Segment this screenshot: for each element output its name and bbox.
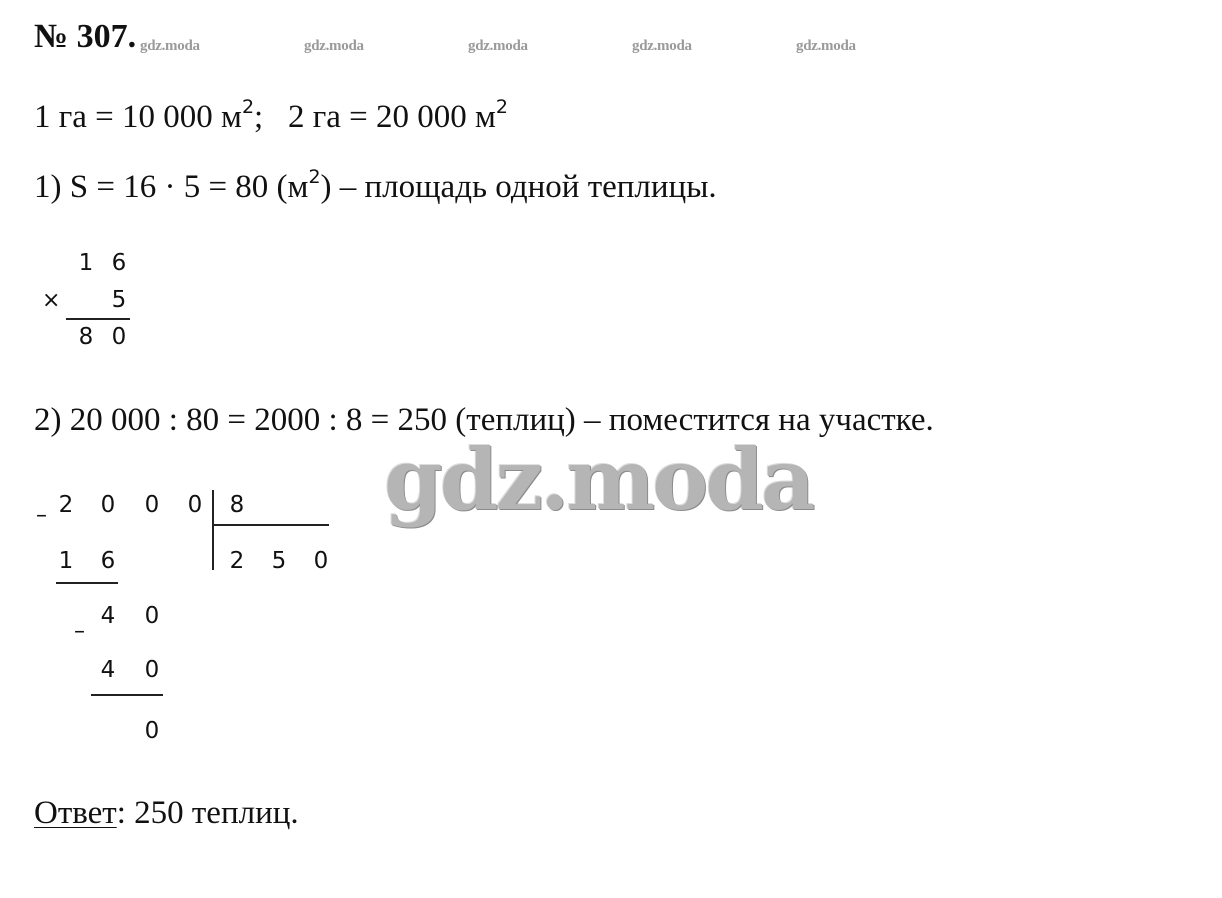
watermark-small: gdz.moda (796, 38, 856, 54)
conversion-a: 1 га = 10 000 м (34, 99, 242, 135)
mult-rule (66, 318, 130, 320)
dividend-digit: 2 (58, 492, 74, 518)
problem-number: № 307. (34, 18, 137, 55)
step-1-pre: 1) S = 16 · 5 = 80 (м (34, 169, 309, 205)
remainder-digit: 0 (144, 603, 160, 629)
subtraction-rule (91, 694, 163, 696)
dividend-digit: 0 (144, 492, 160, 518)
watermark-small: gdz.moda (632, 38, 692, 54)
answer-text: : 250 теплиц. (116, 795, 299, 831)
watermark-small: gdz.moda (468, 38, 528, 54)
times-sign: × (42, 288, 61, 313)
mult-result-digit: 8 (78, 324, 94, 350)
conversion-a-sup: 2 (241, 96, 255, 118)
quotient-digit: 5 (271, 548, 287, 574)
watermark-small: gdz.moda (304, 38, 364, 54)
conversion-line (34, 96, 508, 136)
mult-top-digit: 6 (111, 250, 127, 276)
watermark-small: gdz.moda (140, 38, 200, 54)
quotient-rule (213, 524, 329, 526)
step-2: 2) 20 000 : 80 = 2000 : 8 = 250 (теплиц) – поместится на участке. (34, 402, 934, 438)
mult-top-digit: 1 (78, 250, 94, 276)
subtraction-rule (56, 582, 118, 584)
mult-mid-digit: 5 (111, 287, 127, 313)
watermark-large: gdz.moda (384, 430, 813, 529)
conversion-b: 2 га = 20 000 м (287, 99, 496, 135)
final-remainder: 0 (144, 718, 160, 744)
remainder-digit: 4 (100, 603, 116, 629)
step-1-sup: 2 (308, 166, 321, 188)
mult-result-digit: 0 (111, 324, 127, 350)
subtrahend-digit: 4 (100, 657, 116, 683)
quotient-digit: 2 (229, 548, 245, 574)
divisor: 8 (229, 492, 245, 518)
answer-line (34, 795, 299, 832)
division-bar (212, 490, 214, 570)
subtrahend-digit: 0 (144, 657, 160, 683)
step-1 (34, 166, 717, 206)
answer-label: Ответ (34, 795, 117, 831)
minus-sign: – (74, 619, 85, 644)
dividend-digit: 0 (100, 492, 116, 518)
conversion-b-sup: 2 (495, 96, 508, 118)
quotient-digit: 0 (313, 548, 329, 574)
minus-sign: – (36, 503, 47, 528)
dividend-digit: 0 (187, 492, 203, 518)
step-1-post: ) – площадь одной теплицы. (320, 169, 717, 205)
conversion-sep: ; (254, 99, 288, 135)
subtrahend-digit: 6 (100, 548, 116, 574)
subtrahend-digit: 1 (58, 548, 74, 574)
